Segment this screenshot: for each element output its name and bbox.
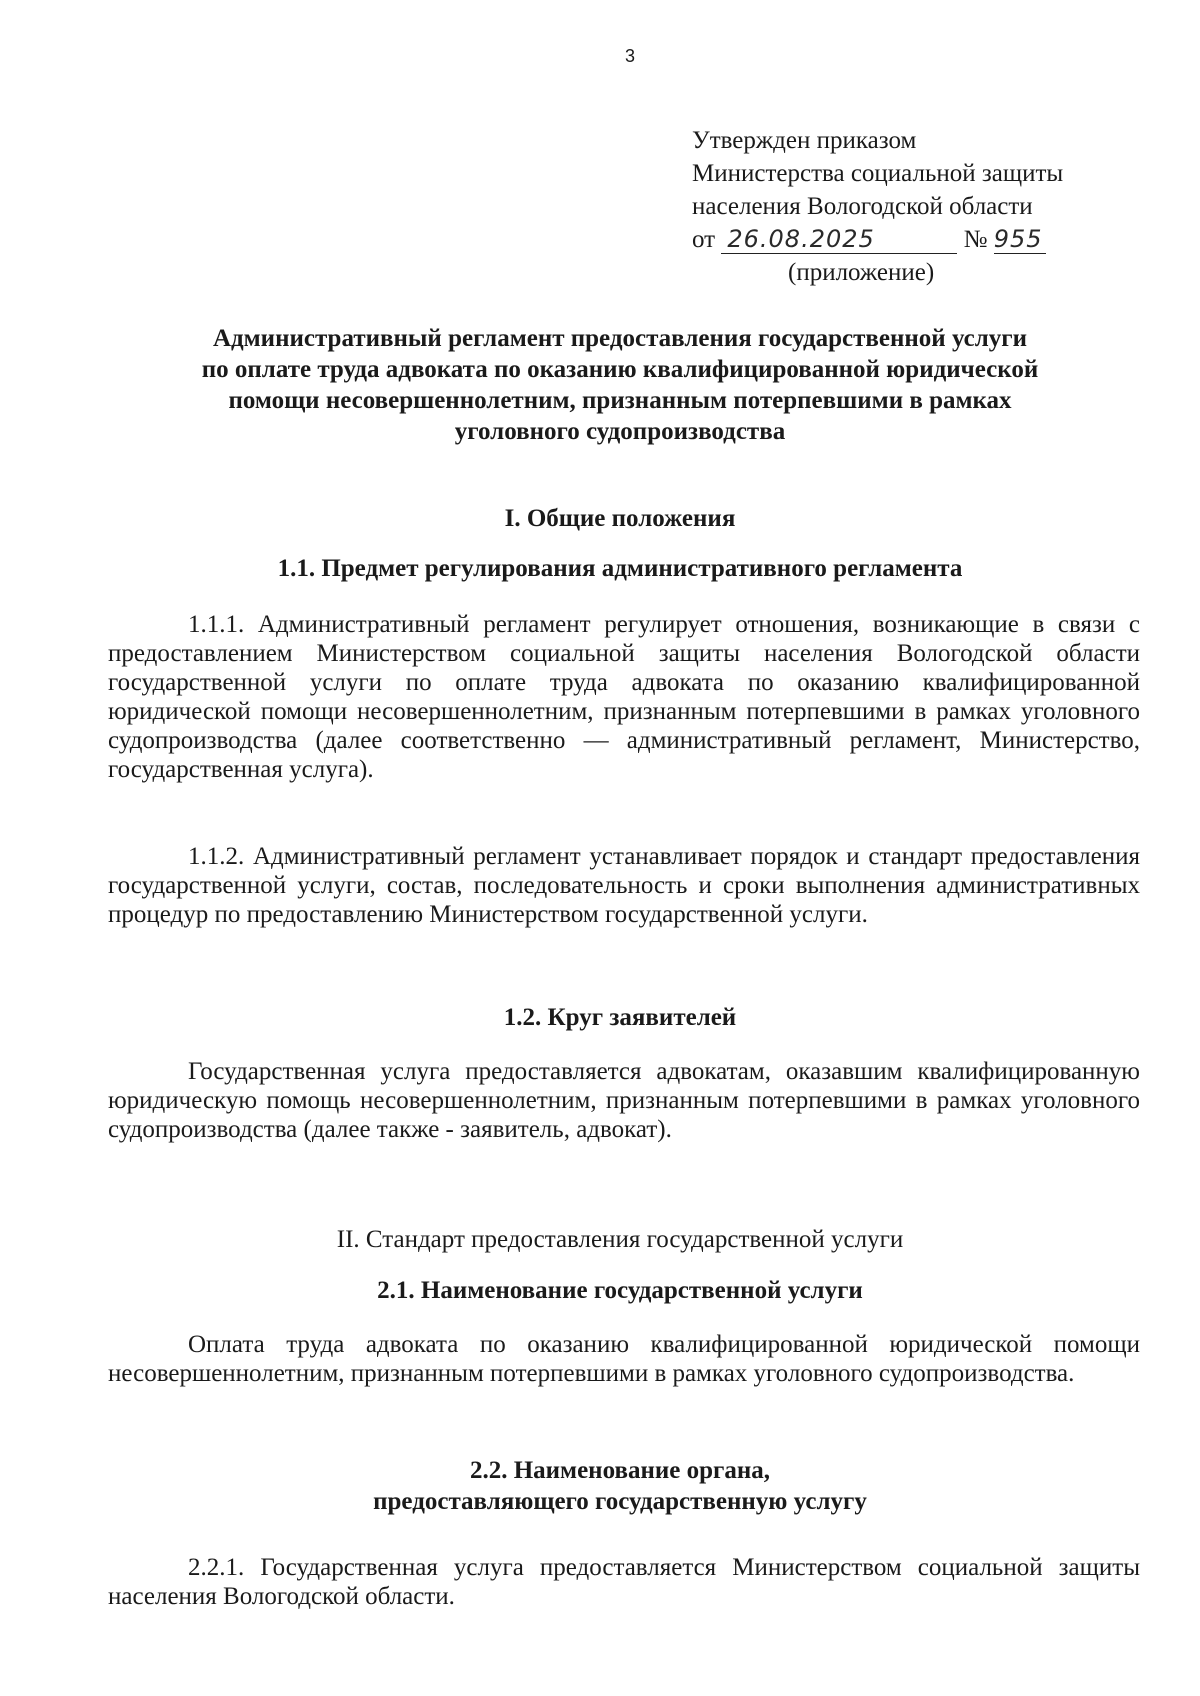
subsection-2-1-heading: 2.1. Наименование государственной услуги bbox=[377, 1277, 863, 1304]
approval-date-line bbox=[692, 223, 1162, 256]
approval-date-handwritten: 26.08.2025 bbox=[727, 225, 875, 253]
title-line-3: помощи несовершеннолетним, признанным потерпевшими в рамках bbox=[228, 387, 1012, 414]
approval-number-handwritten: 955 bbox=[993, 225, 1043, 253]
approval-appendix: (приложение) bbox=[788, 259, 935, 286]
approval-line-1: Утвержден приказом bbox=[692, 127, 917, 154]
approval-line-3: населения Вологодской области bbox=[692, 193, 1033, 220]
paragraph-1-2-text: Государственная услуга предоставляется адвокатам, оказавшим квалифицированную юридическую помощь несовершеннолетним, признанным потерпевшими в рамках уголовного судопроизводства (далее также - заявитель, адвокат). bbox=[108, 1058, 1140, 1143]
document-title bbox=[110, 323, 1130, 447]
paragraph-1-1-1-text: 1.1.1. Административный регламент регулирует отношения, возникающие в связи с предоставлением Министерством социальной защиты населения Вологодской области государственной услуги по оплате труда адвоката по оказанию квалифицированной юридической помощи несовершеннолетним, признанным потерпевшими в рамках уголовного судопроизводства (далее соответственно — административный регламент, Министерство, государственная услуга). bbox=[108, 611, 1140, 783]
subsection-1-2-heading: 1.2. Круг заявителей bbox=[503, 1004, 737, 1031]
approval-from-label: от bbox=[692, 226, 716, 253]
subsection-2-2-heading bbox=[110, 1455, 1130, 1517]
paragraph-1-1-2-text: 1.1.2. Административный регламент устанавливает порядок и стандарт предоставления государственной услуги, состав, последовательность и сроки выполнения административных процедур по предоставлению Министерством государственной услуги. bbox=[108, 843, 1140, 928]
paragraph-2-1 bbox=[108, 1330, 1140, 1388]
paragraph-2-1-text: Оплата труда адвоката по оказанию квалифицированной юридической помощи несовершеннолетним, признанным потерпевшими в рамках уголовного судопроизводства. bbox=[108, 1331, 1140, 1387]
paragraph-1-1-1 bbox=[108, 610, 1140, 784]
title-line-1: Административный регламент предоставления государственной услуги bbox=[212, 325, 1028, 352]
paragraph-2-2-1-text: 2.2.1. Государственная услуга предоставляется Министерством социальной защиты населения Вологодской области. bbox=[108, 1554, 1140, 1610]
paragraph-1-2 bbox=[108, 1057, 1140, 1144]
paragraph-2-2-1 bbox=[108, 1553, 1140, 1611]
approval-block bbox=[692, 124, 1162, 289]
section-1-heading: I. Общие положения bbox=[504, 505, 736, 532]
page-number: 3 bbox=[624, 46, 635, 66]
section-2-heading: II. Стандарт предоставления государственной услуги bbox=[336, 1226, 904, 1253]
title-line-2: по оплате труда адвоката по оказанию квалифицированной юридической bbox=[201, 356, 1039, 383]
subsection-1-1-heading: 1.1. Предмет регулирования административного регламента bbox=[277, 555, 963, 582]
approval-line-2: Министерства социальной защиты bbox=[692, 160, 1064, 187]
subsection-2-2-heading-line-2: предоставляющего государственную услугу bbox=[373, 1488, 867, 1515]
approval-date-field bbox=[721, 226, 957, 254]
subsection-2-2-heading-line-1: 2.2. Наименование органа, bbox=[469, 1457, 771, 1484]
approval-number-field bbox=[994, 226, 1046, 254]
paragraph-1-1-2 bbox=[108, 842, 1140, 929]
approval-number-label: № bbox=[963, 226, 988, 253]
title-line-4: уголовного судопроизводства bbox=[454, 418, 786, 445]
